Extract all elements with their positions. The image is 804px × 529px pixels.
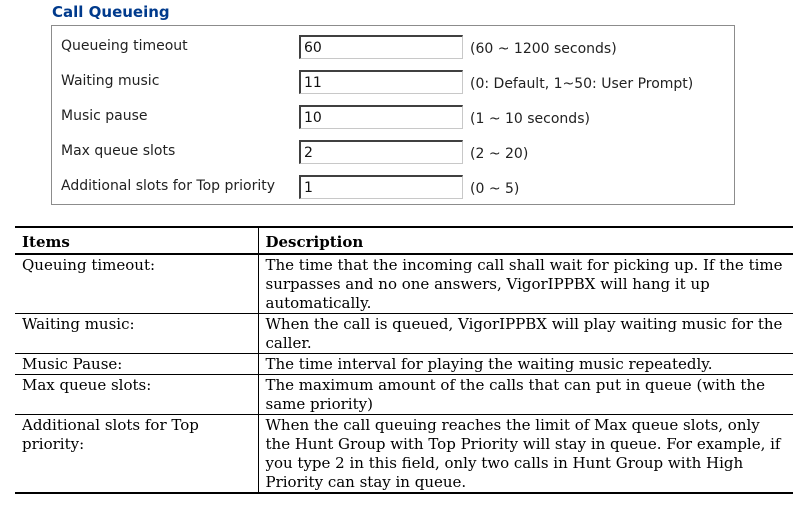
queueing-timeout-input[interactable] — [299, 35, 463, 59]
music-pause-label: Music pause — [61, 108, 148, 124]
setting-row-additional-slots — [52, 168, 734, 204]
items-column-header: Items — [15, 227, 258, 254]
waiting-music-label: Waiting music — [61, 73, 160, 89]
table-cell-description: When the call queuing reaches the limit of Max queue slots, only the Hunt Group with Top Priority will stay in queue. For example, if you type 2 in this field, only two calls in Hunt Group with High Priority can stay in queue. — [265, 416, 781, 491]
music-pause-hint: (1 ~ 10 seconds) — [470, 111, 590, 127]
table-cell-item: Additional slots for Top priority: — [15, 415, 258, 494]
table-cell-description: The time interval for playing the waiting music repeatedly. — [265, 355, 713, 373]
setting-row-max-queue-slots — [52, 133, 734, 169]
section-title: Call Queueing — [52, 3, 170, 21]
additional-slots-hint: (0 ~ 5) — [470, 181, 520, 197]
max-queue-slots-label: Max queue slots — [61, 143, 176, 159]
waiting-music-hint: (0: Default, 1~50: User Prompt) — [470, 76, 694, 92]
description-column-header: Description — [265, 233, 364, 251]
music-pause-input[interactable] — [299, 105, 463, 129]
waiting-music-input[interactable] — [299, 70, 463, 94]
table-cell-item: Music Pause: — [15, 354, 258, 375]
table-cell-description: The maximum amount of the calls that can put in queue (with the same priority) — [265, 376, 765, 413]
description-table — [15, 226, 793, 494]
table-cell-item: Waiting music: — [15, 314, 258, 354]
call-queueing-settings-panel — [51, 25, 735, 205]
table-header-row — [15, 227, 793, 254]
table-row — [15, 254, 793, 314]
queueing-timeout-label: Queueing timeout — [61, 38, 188, 54]
table-row — [15, 354, 793, 375]
table-cell-description: The time that the incoming call shall wait for picking up. If the time surpasses and no one answers, VigorIPPBX will hang it up automatically. — [265, 256, 783, 312]
setting-row-queueing-timeout — [52, 28, 734, 64]
table-cell-description: When the call is queued, VigorIPPBX will play waiting music for the caller. — [265, 315, 783, 352]
table-cell-item: Max queue slots: — [15, 375, 258, 415]
setting-row-waiting-music — [52, 63, 734, 99]
max-queue-slots-input[interactable] — [299, 140, 463, 164]
table-cell-item: Queuing timeout: — [15, 254, 258, 314]
additional-slots-input[interactable] — [299, 175, 463, 199]
table-row — [15, 314, 793, 354]
max-queue-slots-hint: (2 ~ 20) — [470, 146, 529, 162]
setting-row-music-pause — [52, 98, 734, 134]
queueing-timeout-hint: (60 ~ 1200 seconds) — [470, 41, 617, 57]
table-row — [15, 415, 793, 494]
additional-slots-label: Additional slots for Top priority — [61, 178, 276, 194]
table-row — [15, 375, 793, 415]
